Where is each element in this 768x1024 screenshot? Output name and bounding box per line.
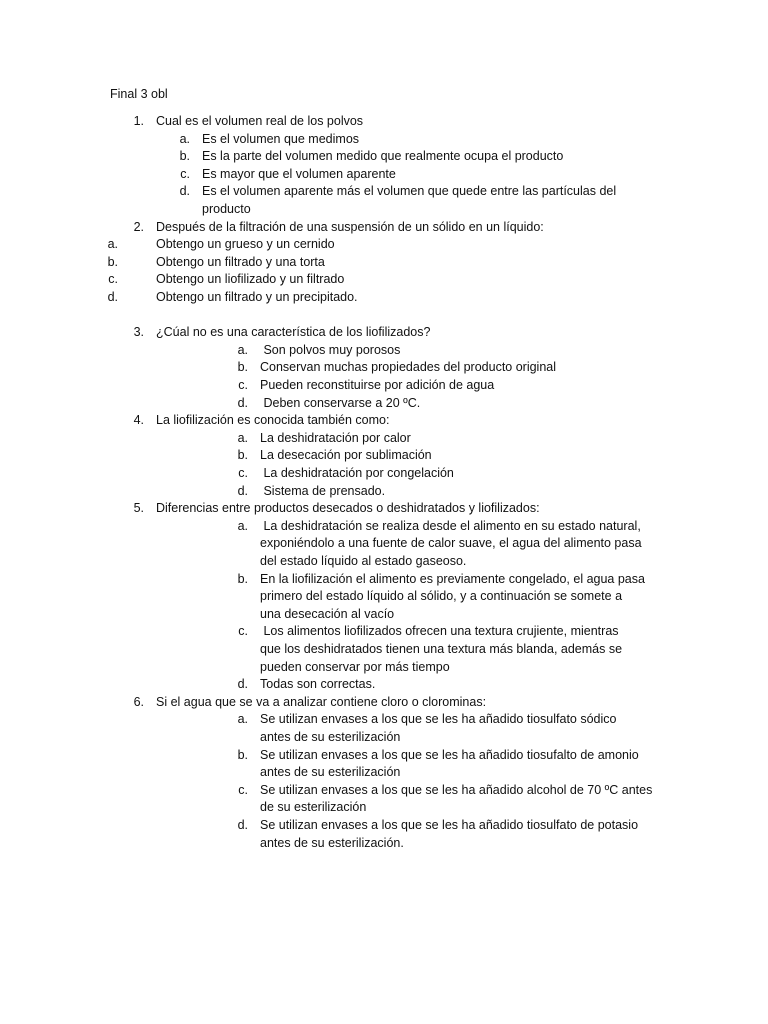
option-text-line: Pueden reconstituirse por adición de agua [260,378,495,392]
option-text-line: una desecación al vacío [260,606,395,621]
question-text: Si el agua que se va a analizar contiene cloro o clorominas: [156,694,487,709]
option-marker: a. [237,342,248,357]
question-text: Cual es el volumen real de los polvos [156,114,364,128]
option-text-line: Obtengo un grueso y un cernido [156,237,335,252]
option-marker: a. [107,237,118,252]
question-text: Diferencias entre productos desecados o deshidratados y liofilizados: [156,501,540,516]
option-text-line: La deshidratación por congelación [260,466,454,480]
option-marker: a. [179,131,190,146]
option-marker: b. [107,254,118,269]
option-text-line: Obtengo un filtrado y una torta [156,254,325,269]
option-marker: c. [108,272,118,287]
option-text-line: Sistema de prensado. [260,483,386,498]
option-text-line: Conservan muchas propiedades del producto original [260,360,557,375]
option-text-line: La deshidratación se realiza desde el alimento en su estado natural, [260,518,641,533]
option-text-line: En la liofilización el alimento es previamente congelado, el agua pasa [260,571,645,586]
option-marker: c. [238,624,248,639]
option-marker: d. [179,184,190,199]
question-number: 4. [133,413,144,428]
option-text-line: Se utilizan envases a los que se les ha añadido tiosulfato de potasio [260,818,639,832]
document-title: Final 3 obl [110,87,168,101]
option-marker: d. [237,818,248,832]
option-marker: c. [238,378,248,392]
option-marker: c. [238,782,248,797]
option-text-line: Obtengo un filtrado y un precipitado. [156,290,358,304]
option-text-line: antes de su esterilización [260,730,401,744]
option-text-line: Los alimentos liofilizados ofrecen una textura crujiente, mientras [260,624,619,639]
question-text: Después de la filtración de una suspensión de un sólido en un líquido: [156,219,544,234]
option-text-line: Obtengo un liofilizado y un filtrado [156,272,345,287]
option-text-line: del estado líquido al estado gaseoso. [260,554,467,568]
question-number: 3. [133,325,144,340]
option-marker: b. [237,747,248,762]
option-marker: c. [180,166,190,181]
option-text-line: Es la parte del volumen medido que realmente ocupa el producto [202,149,564,164]
question-number: 6. [133,694,144,709]
option-marker: d. [237,483,248,498]
question-number: 2. [133,219,144,234]
option-text-line: La deshidratación por calor [260,430,411,445]
option-marker: a. [237,712,248,727]
option-marker: d. [237,395,248,410]
question-number: 1. [133,114,144,128]
option-text-line: Se utilizan envases a los que se les ha añadido alcohol de 70 ºC antes [260,782,653,797]
option-marker: b. [237,448,248,463]
option-text-line: producto [202,202,251,216]
option-marker: d. [237,677,248,692]
option-marker: c. [238,466,248,480]
option-marker: a. [237,430,248,445]
option-marker: b. [237,571,248,586]
question-text: ¿Cúal no es una característica de los liofilizados? [156,325,431,340]
option-text-line: Son polvos muy porosos [260,342,401,357]
option-text-line: antes de su esterilización. [260,835,404,850]
option-text-line: Es mayor que el volumen aparente [202,166,396,181]
option-text-line: Es el volumen que medimos [202,131,360,146]
option-marker: d. [107,290,118,304]
option-text-line: Se utilizan envases a los que se les ha añadido tiosufalto de amonio [260,747,639,762]
option-text-line: Es el volumen aparente más el volumen que quede entre las partículas del [202,184,617,199]
option-text-line: antes de su esterilización [260,765,401,780]
option-marker: a. [237,518,248,533]
option-text-line: exponiéndolo a una fuente de calor suave, el agua del alimento pasa [260,536,642,551]
option-text-line: primero del estado líquido al sólido, y a continuación se somete a [260,589,623,604]
option-text-line: que los deshidratados tienen una textura más blanda, además se [260,642,623,656]
option-text-line: Se utilizan envases a los que se les ha añadido tiosulfato sódico [260,712,617,727]
option-text-line: de su esterilización [260,800,367,815]
option-text-line: La desecación por sublimación [260,448,432,463]
option-marker: b. [237,360,248,375]
option-text-line: pueden conservar por más tiempo [260,659,450,674]
question-number: 5. [133,501,144,516]
option-marker: b. [179,149,190,164]
option-text-line: Todas son correctas. [260,677,376,692]
option-text-line: Deben conservarse a 20 ºC. [260,395,421,410]
question-text: La liofilización es conocida también como: [156,413,390,428]
